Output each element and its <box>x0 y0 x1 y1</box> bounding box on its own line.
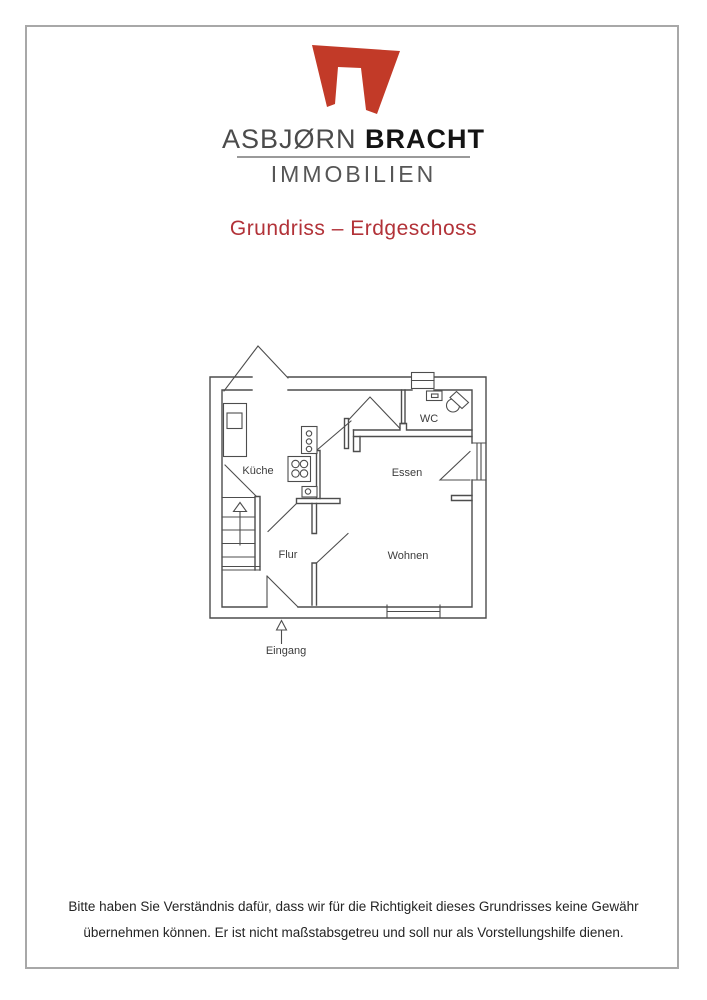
disclaimer-line-1: Bitte haben Sie Verständnis dafür, dass wir für die Richtigkeit dieses Grundrisses keine Gewähr <box>68 899 639 914</box>
disclaimer <box>0 894 707 946</box>
kitchen-cabinet <box>302 427 318 454</box>
stairs <box>222 497 260 571</box>
entrance-arrow-icon <box>277 621 287 644</box>
toilet-icon <box>447 392 469 413</box>
wc-door-swing <box>349 397 401 429</box>
brand-name-light: ASBJØRN <box>221 124 357 154</box>
kitchen-counter <box>224 404 247 457</box>
floor-plan-drawing <box>195 335 505 665</box>
entrance-door-swing <box>267 576 298 607</box>
dining-door-swing <box>440 452 470 481</box>
room-label-kitchen: Küche <box>242 465 274 477</box>
kitchen-sink-icon <box>302 487 317 498</box>
hall-walls <box>297 496 473 606</box>
kitchen-dining-door-swing <box>317 421 351 450</box>
entrance-label: Eingang <box>265 645 307 657</box>
terrace-door-swing <box>224 346 288 391</box>
stair-direction-arrow-icon <box>234 503 247 546</box>
logo-shape <box>312 45 400 114</box>
stove-icon <box>288 457 311 482</box>
wc-sink-icon <box>427 391 443 401</box>
brand-subtitle: IMMOBILIEN <box>270 161 437 187</box>
room-label-hall: Flur <box>278 549 298 561</box>
brand-name <box>0 124 707 155</box>
window-top <box>412 373 435 389</box>
disclaimer-line-2: übernehmen können. Er ist nicht maßstabsgetreu und soll nur als Vorstellungshilfe dienen. <box>83 925 624 940</box>
red-roof-mark-icon <box>303 40 403 118</box>
brand-divider <box>237 156 470 158</box>
brand-name-bold: BRACHT <box>365 124 486 154</box>
room-label-wc: WC <box>419 413 439 425</box>
page-title: Grundriss – Erdgeschoss <box>229 217 478 240</box>
room-label-dining: Essen <box>391 467 423 479</box>
window-right <box>472 443 486 480</box>
room-label-living: Wohnen <box>387 550 429 562</box>
hall-living-door-swing <box>317 534 349 564</box>
kitchen-hall-door-swing <box>268 504 297 532</box>
